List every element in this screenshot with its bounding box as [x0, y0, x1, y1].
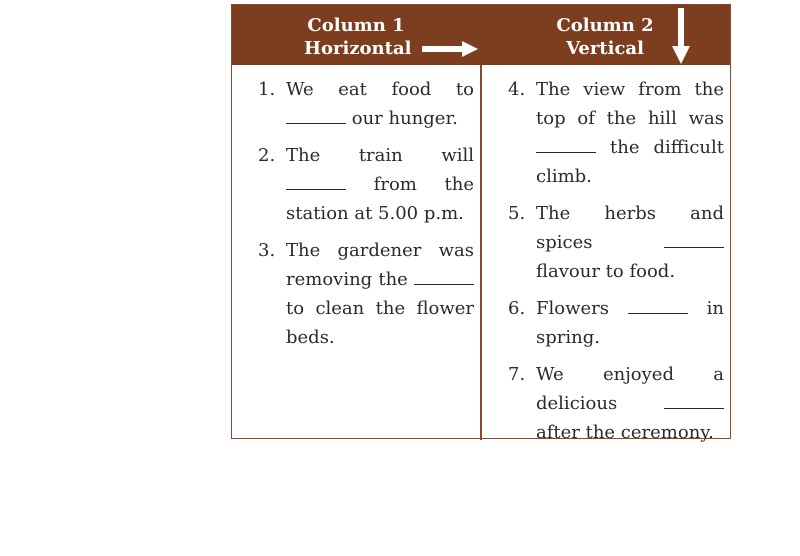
- answer-blank[interactable]: [414, 270, 474, 285]
- item-text-before: The herbs and spices: [536, 203, 724, 253]
- item-text-after: our hunger.: [351, 108, 458, 129]
- list-item: [258, 141, 474, 228]
- item-number: 5.: [508, 203, 526, 224]
- column-1-subtitle: Horizontal: [304, 38, 412, 59]
- answer-blank[interactable]: [628, 299, 688, 314]
- column-2-subtitle: Vertical: [566, 38, 644, 59]
- item-number: 4.: [508, 79, 526, 100]
- answer-blank[interactable]: [536, 138, 596, 153]
- column-2-title: Column 2: [556, 15, 654, 36]
- arrow-right-icon: [422, 41, 478, 57]
- column-1-header: [232, 5, 480, 65]
- item-text-after: from the station at 5.00 p.m.: [286, 174, 474, 224]
- list-item: [258, 236, 474, 352]
- column-divider: [480, 65, 482, 440]
- item-text-before: The train will: [286, 145, 474, 166]
- item-text-after: to clean the flower beds.: [286, 298, 474, 348]
- item-text-before: The view from the top of the hill was: [536, 79, 724, 129]
- column-2-header: [481, 5, 729, 65]
- list-item: [258, 75, 474, 133]
- arrow-down-icon: [672, 8, 690, 64]
- column-1-list: [258, 75, 474, 360]
- answer-blank[interactable]: [286, 175, 346, 190]
- item-text-after: after the ceremony.: [536, 422, 714, 443]
- item-text-after: flavour to food.: [536, 261, 676, 282]
- item-text-after: in spring.: [536, 298, 724, 348]
- column-2-list: [508, 75, 724, 455]
- item-number: 7.: [508, 364, 526, 385]
- item-number: 2.: [258, 145, 276, 166]
- answer-blank[interactable]: [664, 233, 724, 248]
- column-1-title: Column 1: [307, 15, 405, 36]
- list-item: [508, 199, 724, 286]
- item-text-before: We eat food to: [286, 79, 474, 100]
- table-header: [232, 5, 730, 65]
- answer-blank[interactable]: [286, 109, 346, 124]
- item-number: 6.: [508, 298, 526, 319]
- item-number: 1.: [258, 79, 276, 100]
- item-text-before: The gardener was removing the: [286, 240, 474, 290]
- item-text-after: the difficult climb.: [536, 137, 724, 187]
- answer-blank[interactable]: [664, 394, 724, 409]
- list-item: [508, 360, 724, 447]
- list-item: [508, 75, 724, 191]
- item-text-before: We enjoyed a delicious: [536, 364, 724, 414]
- exercise-table: [231, 4, 731, 443]
- item-number: 3.: [258, 240, 276, 261]
- list-item: [508, 294, 724, 352]
- item-text-before: Flowers: [536, 298, 609, 319]
